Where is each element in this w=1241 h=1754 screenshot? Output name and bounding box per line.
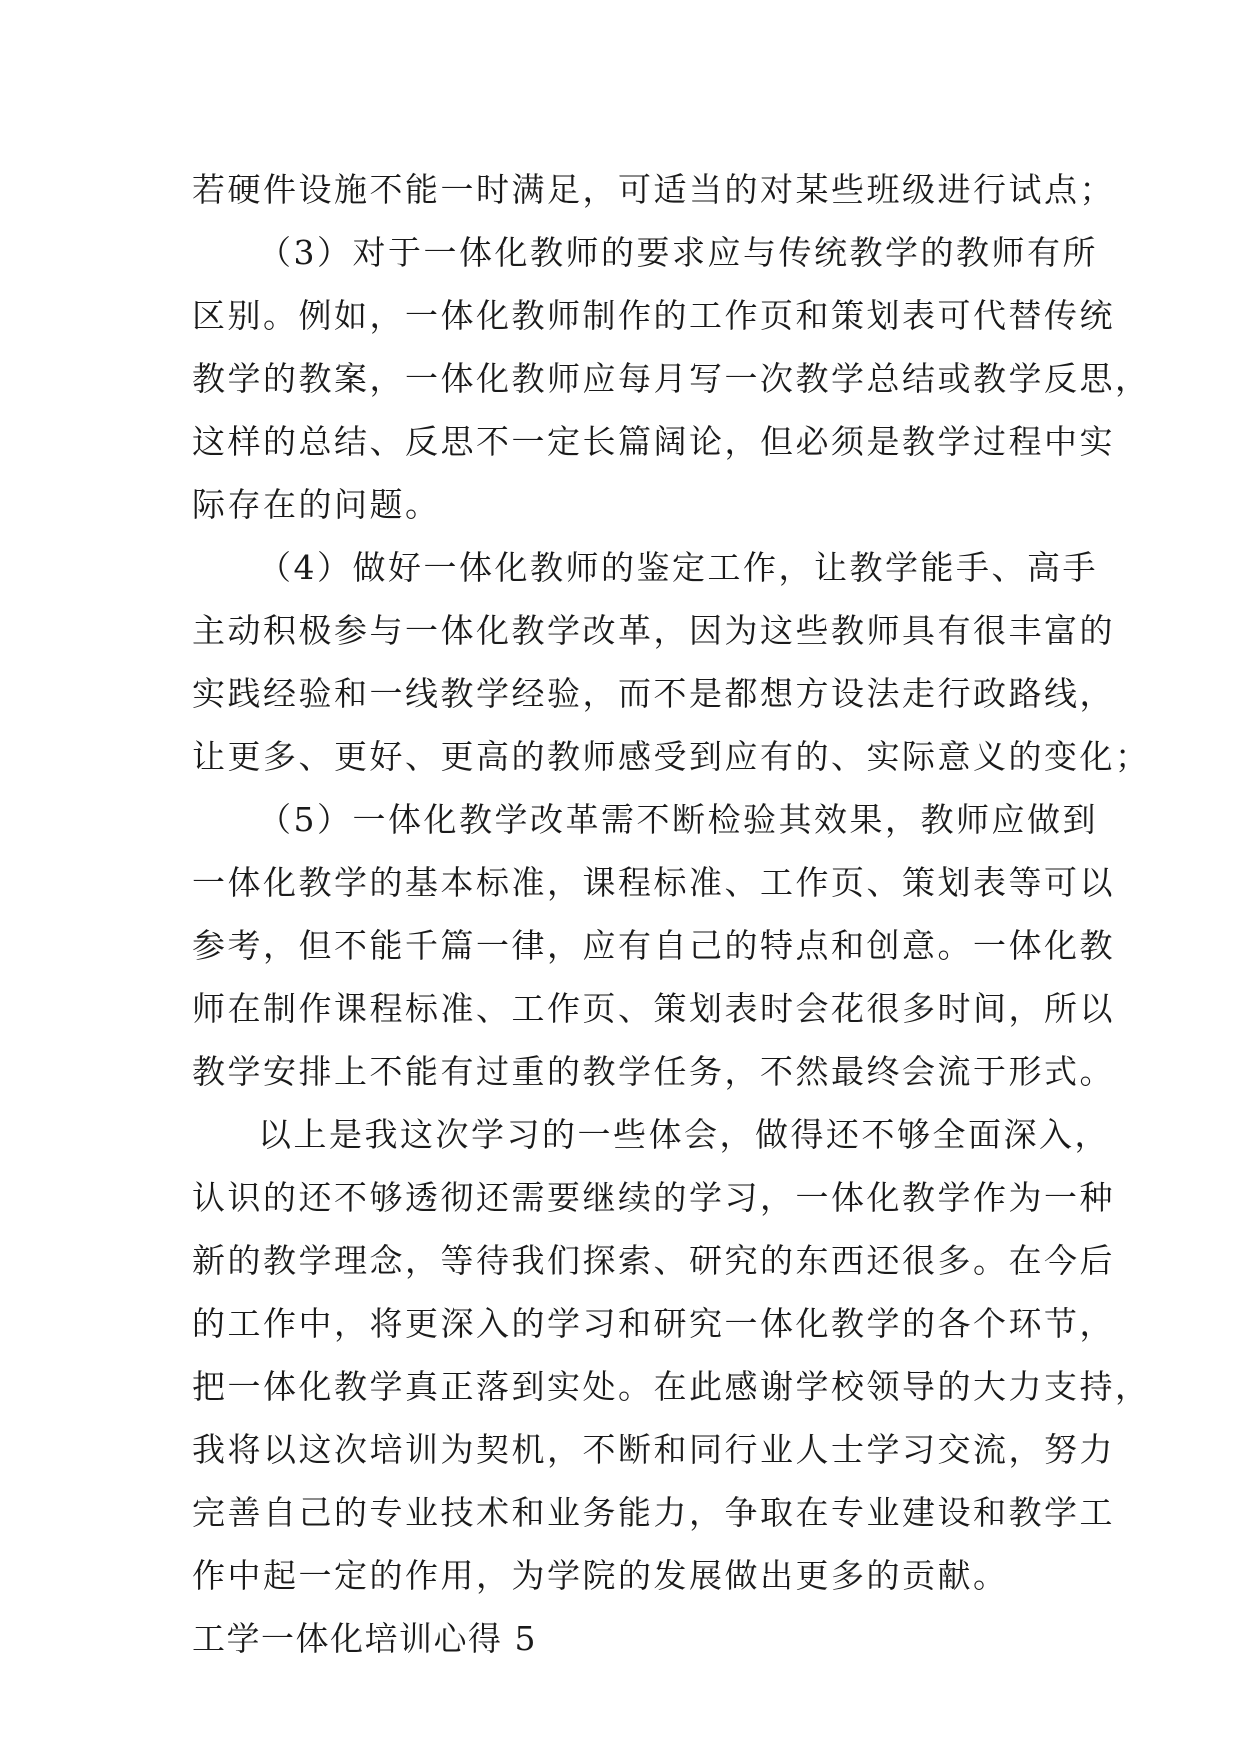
text-line: 教学安排上不能有过重的教学任务，不然最终会流于形式。: [192, 1052, 1115, 1091]
text-line: 教学的教案，一体化教师应每月写一次教学总结或教学反思，: [192, 359, 1151, 398]
text-line: 的工作中，将更深入的学习和研究一体化教学的各个环节，: [192, 1304, 1115, 1343]
list-item-3-line: （3）对于一体化教师的要求应与传统教学的教师有所: [258, 233, 1098, 272]
text-line: 参考，但不能千篇一律，应有自己的特点和创意。一体化教: [192, 926, 1115, 965]
text-line: 实践经验和一线教学经验，而不是都想方设法走行政路线，: [192, 674, 1115, 713]
text-line: 区别。例如，一体化教师制作的工作页和策划表可代替传统: [192, 296, 1115, 335]
text-line: 完善自己的专业技术和业务能力，争取在专业建设和教学工: [192, 1493, 1115, 1532]
text-line: 把一体化教学真正落到实处。在此感谢学校领导的大力支持，: [192, 1367, 1151, 1406]
text-line: 一体化教学的基本标准，课程标准、工作页、策划表等可以: [192, 863, 1115, 902]
text-line: 作中起一定的作用，为学院的发展做出更多的贡献。: [192, 1556, 1009, 1595]
text-line: 若硬件设施不能一时满足，可适当的对某些班级进行试点；: [192, 170, 1115, 209]
list-item-4-line: （4）做好一体化教师的鉴定工作，让教学能手、高手: [258, 548, 1098, 587]
text-line: 际存在的问题。: [192, 485, 441, 524]
list-item-5-line: （5）一体化教学改革需不断检验其效果，教师应做到: [258, 800, 1098, 839]
text-line: 让更多、更好、更高的教师感受到应有的、实际意义的变化；: [192, 737, 1151, 776]
conclusion-paragraph-line: 以上是我这次学习的一些体会，做得还不够全面深入，: [258, 1115, 1110, 1154]
text-line: 这样的总结、反思不一定长篇阔论，但必须是教学过程中实: [192, 422, 1115, 461]
text-line: 我将以这次培训为契机，不断和同行业人士学习交流，努力: [192, 1430, 1115, 1469]
text-line: 师在制作课程标准、工作页、策划表时会花很多时间，所以: [192, 989, 1115, 1028]
text-line: 主动积极参与一体化教学改革，因为这些教师具有很丰富的: [192, 611, 1115, 650]
text-line: 认识的还不够透彻还需要继续的学习，一体化教学作为一种: [192, 1178, 1115, 1217]
document-body: [192, 158, 1151, 1670]
text-line: 新的教学理念，等待我们探索、研究的东西还很多。在今后: [192, 1241, 1115, 1280]
section-heading: 工学一体化培训心得 5: [192, 1619, 537, 1658]
